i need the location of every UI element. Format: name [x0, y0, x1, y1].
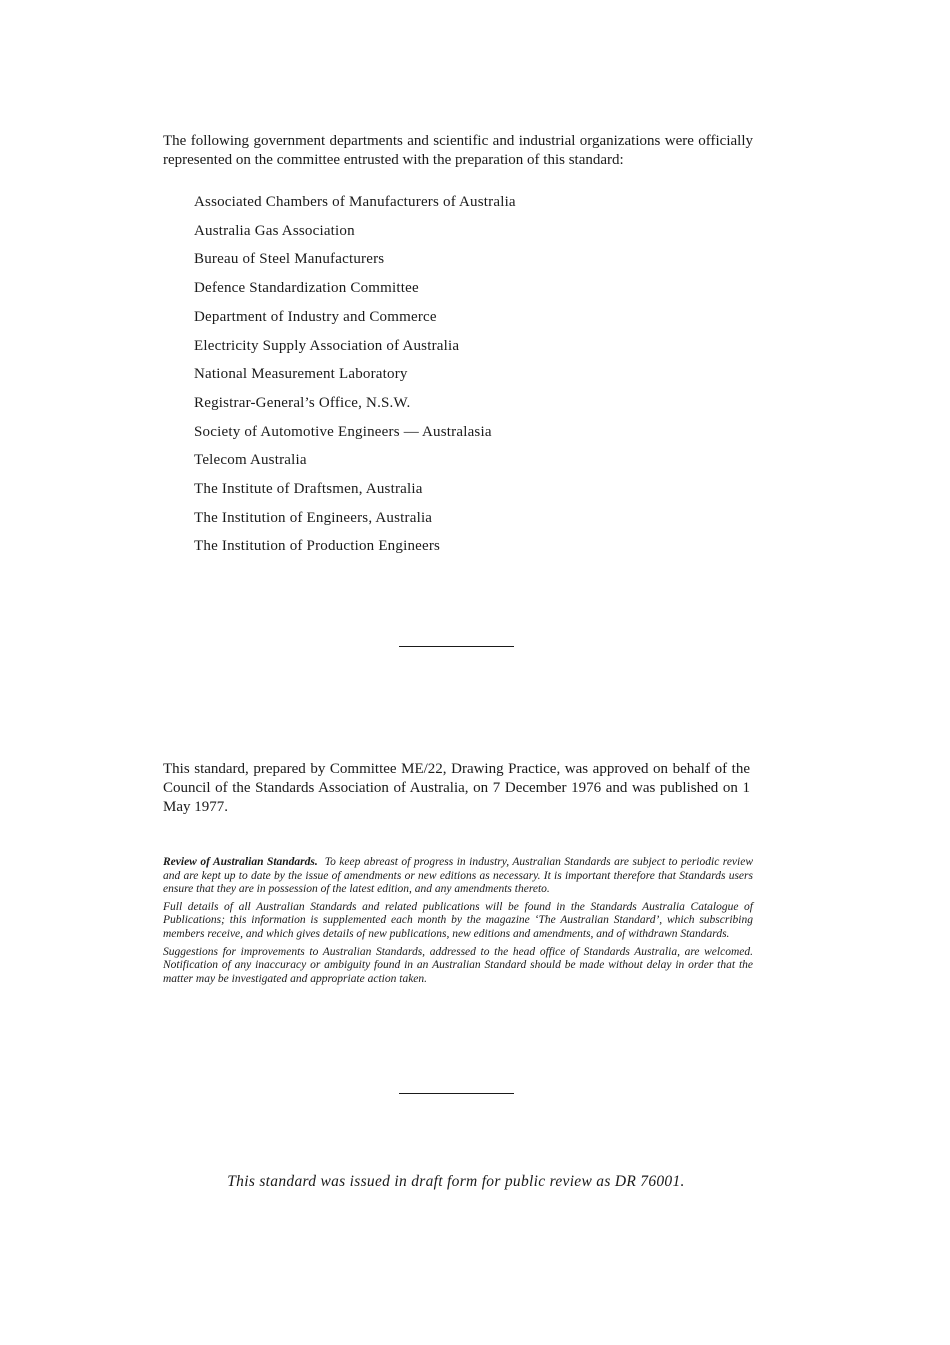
review-lead: Review of Australian Standards. [163, 856, 318, 868]
review-text-1: To keep abreast of progress in industry, Australian Standards are subject to periodic review and are kept up to date by the issue of amendments or new editions as necessary. It is important therefore that Standards users ensure that they are in possession of the latest edition, and any amendments thereto. [163, 856, 754, 896]
list-item: National Measurement Laboratory [194, 366, 408, 383]
draft-note: This standard was issued in draft form for public review as DR 76001. [227, 1173, 685, 1190]
approval-paragraph: This standard, prepared by Committee ME/22, Drawing Practice, was approved on behalf of the Council of the Standards Association of Australia, on 7 December 1976 and was published on 1 May 1977. [163, 761, 750, 815]
list-item: Department of Industry and Commerce [194, 308, 437, 325]
list-item: Associated Chambers of Manufacturers of Australia [194, 194, 516, 210]
divider [399, 1093, 514, 1094]
list-item: Registrar-General’s Office, N.S.W. [194, 394, 411, 411]
organization-list [194, 188, 753, 561]
list-item: Australia Gas Association [194, 222, 355, 239]
review-paragraph-2: Full details of all Australian Standards and related publications will be found in the Standards Australia Catalogue of Publications; this information is supplemented each month by the magazine ‘The Australian Standard’, which subscribing members receive, and which gives details of new publications, new editions and amendments, and of withdrawn Standards. [163, 900, 753, 940]
list-item: The Institute of Draftsmen, Australia [194, 481, 423, 498]
list-item: The Institution of Engineers, Australia [194, 509, 433, 526]
list-item: Electricity Supply Association of Australia [194, 337, 460, 354]
committee-section [163, 132, 753, 561]
list-item: Bureau of Steel Manufacturers [194, 251, 385, 268]
review-paragraph-3: Suggestions for improvements to Australian Standards, addressed to the head office of Standards Australia, are welcomed. Notification of any inaccuracy or ambiguity found in an Australian Standard should be made without delay in order that the matter may be investigated and appropriate action taken. [163, 945, 753, 985]
intro-paragraph: The following government departments and scientific and industrial organizations were officially represented on the committee entrusted with the preparation of this standard: [163, 133, 753, 168]
review-paragraph-1 [163, 856, 753, 897]
list-item: Defence Standardization Committee [194, 280, 419, 297]
review-notice [163, 856, 753, 990]
list-item: Society of Automotive Engineers — Australasia [194, 423, 492, 440]
list-item: Telecom Australia [194, 452, 307, 469]
list-item: The Institution of Production Engineers [194, 538, 441, 555]
divider [399, 646, 514, 647]
